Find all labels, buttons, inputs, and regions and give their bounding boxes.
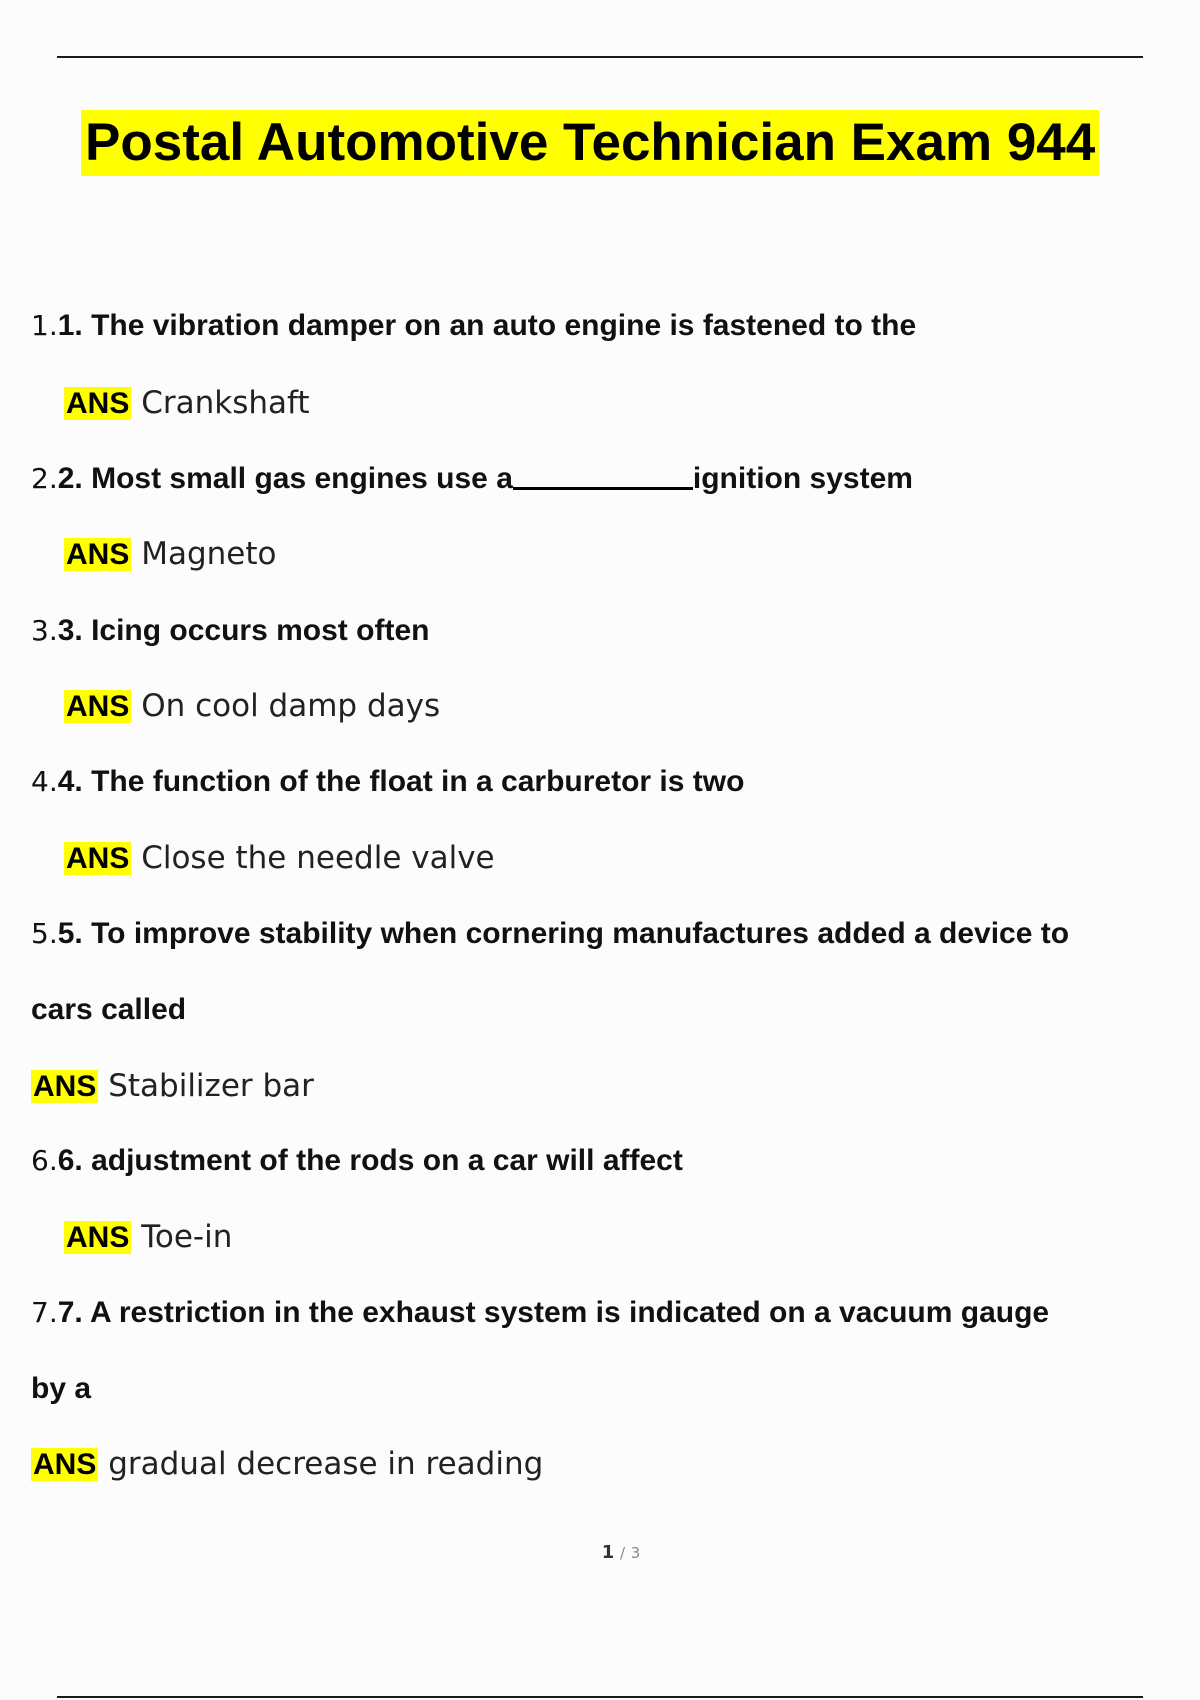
answer-5 [31, 1066, 314, 1107]
question-7 [31, 1293, 1049, 1333]
answer-4 [64, 838, 495, 879]
question-7-continuation: by a [31, 1372, 92, 1405]
question-number: 1. [31, 309, 58, 342]
ans-highlight: ANS [66, 387, 130, 420]
ans-highlight: ANS [66, 538, 130, 571]
total-pages: 3 [630, 1544, 641, 1562]
answer-text: Magneto [141, 536, 277, 572]
answer-text: On cool damp days [141, 688, 441, 724]
answer-7 [31, 1444, 543, 1485]
ans-highlight: ANS [66, 842, 130, 875]
question-6 [31, 1141, 683, 1181]
fill-in-blank [513, 459, 693, 490]
question-text: 5. To improve stability when cornering manufactures added a device to [57, 917, 1070, 950]
page-indicator [0, 1542, 1200, 1563]
question-text: 2. Most small gas engines use a [57, 462, 513, 495]
question-5-continuation: cars called [31, 993, 187, 1026]
question-text-after-blank: ignition system [692, 462, 913, 495]
answer-text: gradual decrease in reading [108, 1446, 544, 1482]
question-1 [31, 306, 916, 346]
ans-highlight: ANS [66, 690, 130, 723]
answer-text: Toe-in [141, 1219, 233, 1255]
question-text: 4. The function of the float in a carburetor is two [57, 765, 745, 798]
question-number: 6. [31, 1144, 58, 1177]
question-3 [31, 611, 429, 651]
question-number: 5. [31, 917, 58, 950]
question-text: 3. Icing occurs most often [57, 614, 430, 647]
answer-1 [64, 383, 310, 424]
answer-2 [64, 534, 276, 575]
page-title: Postal Automotive Technician Exam 944 [81, 110, 1099, 176]
answer-text: Crankshaft [141, 385, 310, 421]
ans-highlight: ANS [66, 1221, 130, 1254]
question-5 [31, 914, 1069, 954]
ans-highlight: ANS [33, 1070, 97, 1103]
answer-text: Close the needle valve [141, 840, 495, 876]
question-number: 4. [31, 765, 58, 798]
top-rule [57, 56, 1143, 58]
bottom-rule [57, 1696, 1143, 1698]
current-page: 1 [601, 1542, 615, 1563]
question-4 [31, 762, 744, 802]
answer-3 [64, 686, 440, 727]
question-2 [31, 459, 913, 499]
answer-text: Stabilizer bar [108, 1068, 314, 1104]
page-separator: / [619, 1544, 626, 1562]
question-number: 7. [31, 1296, 58, 1329]
question-text: 1. The vibration damper on an auto engine is fastened to the [57, 309, 917, 342]
question-text: 7. A restriction in the exhaust system is indicated on a vacuum gauge [57, 1296, 1050, 1329]
answer-6 [64, 1217, 232, 1258]
ans-highlight: ANS [33, 1448, 97, 1481]
question-text: 6. adjustment of the rods on a car will affect [57, 1144, 683, 1177]
question-number: 2. [31, 462, 58, 495]
question-number: 3. [31, 614, 58, 647]
